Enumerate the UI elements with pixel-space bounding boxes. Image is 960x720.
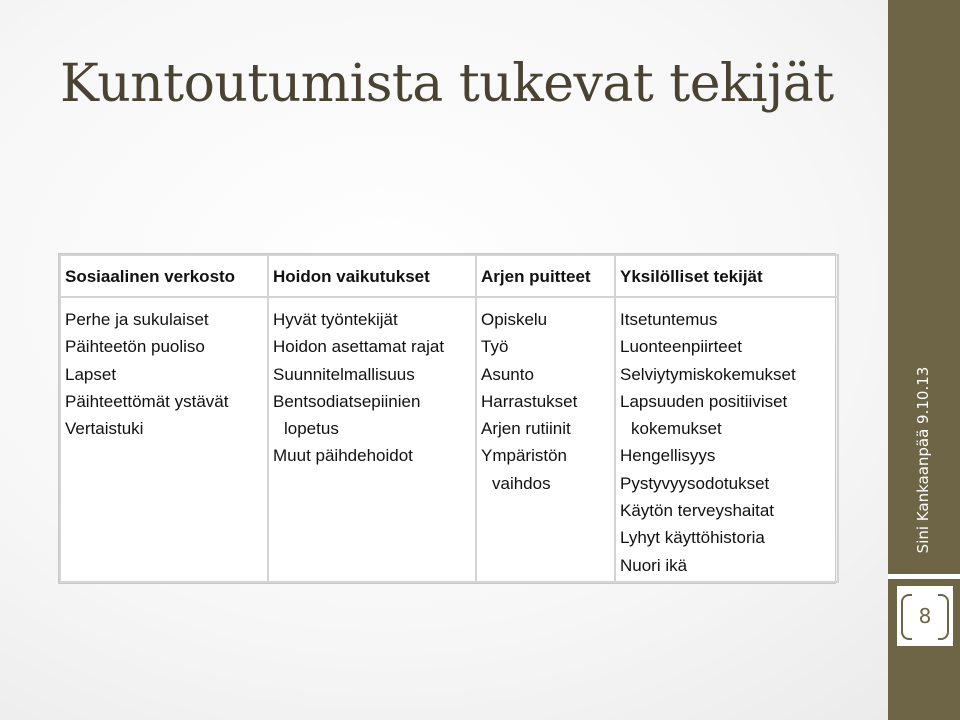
column-daily-framework [476, 297, 615, 582]
list-item: Päihteetön puoliso [65, 337, 205, 357]
list-item: Nuori ikä [620, 555, 688, 575]
list-item: Opiskelu [481, 310, 548, 329]
list-item: Selviytymiskokemukset [620, 364, 796, 384]
list-item: kokemukset [631, 419, 722, 439]
column-individual-factors [615, 297, 838, 582]
header-social-network: Sosiaalinen verkosto [60, 255, 268, 297]
column-treatment-effects [268, 297, 476, 582]
footer-author-date: Sini Kankaanpää 9.10.13 [914, 366, 932, 554]
list-item: Lyhyt käyttöhistoria [620, 528, 765, 548]
list-item: Pystyvyysodotukset [620, 473, 770, 493]
list-item: Työ [481, 337, 509, 357]
list-item: Vertaistuki [65, 419, 144, 439]
header-daily-framework: Arjen puitteet [476, 255, 615, 297]
list-item: Itsetuntemus [620, 310, 718, 329]
page-number-badge [897, 586, 953, 646]
list-item: vaihdos [492, 473, 551, 493]
factors-table-image [58, 253, 836, 584]
list-item: Suunnitelmallisuus [273, 364, 415, 384]
list-item: Perhe ja sukulaiset [65, 310, 209, 329]
header-treatment-effects: Hoidon vaikutukset [268, 255, 476, 297]
list-item: Bentsodiatsepiinien [273, 391, 421, 411]
header-individual-factors: Yksilölliset tekijät [615, 255, 838, 297]
list-item: Harrastukset [481, 391, 578, 411]
list-item: Päihteettömät ystävät [65, 391, 229, 411]
list-item: Asunto [481, 364, 534, 384]
list-item: Ympäristön [481, 446, 567, 466]
sidebar-divider [888, 574, 960, 579]
page-number: 8 [918, 604, 932, 628]
list-item: Hyvät työntekijät [273, 310, 398, 329]
table-header-row [60, 255, 838, 297]
list-item: Muut päihdehoidot [273, 446, 413, 466]
list-item: Hoidon asettamat rajat [273, 337, 445, 357]
column-social-network [60, 297, 268, 582]
list-item: Lapset [65, 364, 117, 384]
factors-table [59, 254, 839, 583]
list-item: Lapsuuden positiiviset [620, 391, 788, 411]
slide-title: Kuntoutumista tukevat tekijät [60, 54, 834, 114]
list-item: lopetus [284, 419, 339, 439]
list-item: Luonteenpiirteet [620, 337, 742, 357]
list-item: Hengellisyys [620, 446, 716, 466]
table-row [60, 297, 838, 582]
list-item: Arjen rutiinit [481, 419, 571, 439]
list-item: Käytön terveyshaitat [620, 501, 775, 521]
